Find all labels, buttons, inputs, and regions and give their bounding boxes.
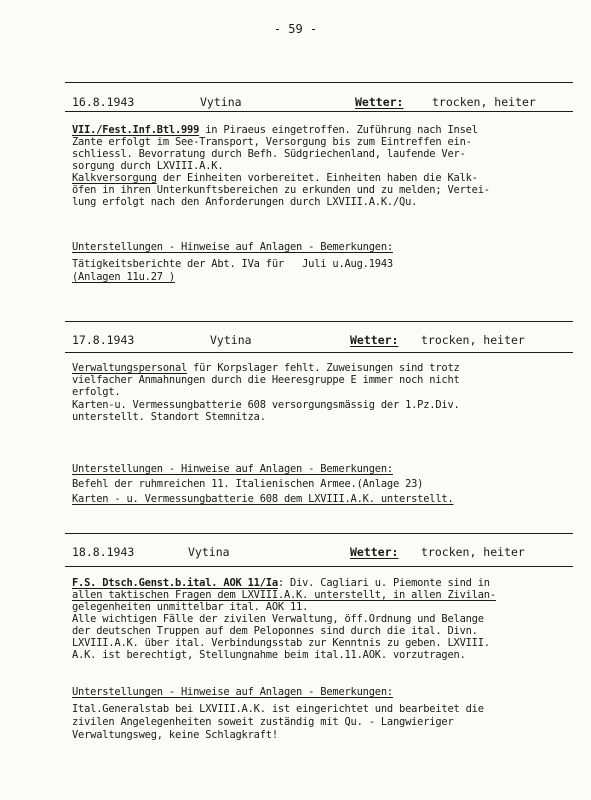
notes-line: zivilen Angelegenheiten soweit zuständig mit Qu. - Langwieriger — [72, 716, 454, 728]
rule-header — [65, 352, 573, 353]
rule-top — [65, 533, 573, 534]
weather-value: trocken, heiter — [421, 333, 525, 347]
weather-label: Wetter: — [350, 545, 399, 559]
entry-text-line: F.S. Dtsch.Genst.b.ital. AOK 11/Ia: Div. Cagliari u. Piemonte sind in — [72, 577, 490, 589]
notes-line: Tätigkeitsberichte der Abt. IVa für Juli u.Aug.1943 — [72, 258, 393, 270]
rule-header — [65, 566, 573, 567]
rule-top — [65, 82, 573, 83]
entry-text-line: Zante erfolgt im See-Transport, Versorgung bis zum Eintreffen ein- — [72, 136, 472, 148]
entry-text-line: allen taktischen Fragen dem LXVIII.A.K. unterstellt, in allen Zivilan- — [72, 589, 496, 601]
notes-header: Unterstellungen - Hinweise auf Anlagen - Bemerkungen: — [72, 463, 393, 475]
entry-text-line: erfolgt. — [72, 386, 121, 398]
entry-text-line: vielfacher Anmahnungen durch die Heeresgruppe E immer noch nicht — [72, 374, 460, 386]
entry-place: Vytina — [188, 545, 230, 559]
entry-text-line: Alle wichtigen Fälle der zivilen Verwaltung, öff.Ordnung und Belange — [72, 613, 484, 625]
weather-label: Wetter: — [355, 95, 404, 109]
notes-line: Verwaltungsweg, keine Schlagkraft! — [72, 729, 278, 741]
notes-line: (Anlagen 11u.27 ) — [72, 271, 175, 283]
entry-text-line: der deutschen Truppen auf dem Peloponnes sind durch die ital. Divn. — [72, 625, 478, 637]
entry-text-line: Verwaltungspersonal für Korpslager fehlt. Zuweisungen sind trotz — [72, 362, 460, 374]
notes-line: Karten - u. Vermessungbatterie 608 dem LXVIII.A.K. unterstellt. — [72, 493, 454, 505]
entry-text-line: VII./Fest.Inf.Btl.999 in Piraeus eingetroffen. Zuführung nach Insel — [72, 124, 478, 136]
notes-line: Befehl der ruhmreichen 11. Italienischen Armee.(Anlage 23) — [72, 478, 424, 490]
entry-place: Vytina — [210, 333, 252, 347]
entry-text-line: sorgung durch LXVIII.A.K. — [72, 160, 224, 172]
entry-place: Vytina — [200, 95, 242, 109]
notes-header: Unterstellungen - Hinweise auf Anlagen - Bemerkungen: — [72, 241, 393, 253]
notes-header: Unterstellungen - Hinweise auf Anlagen - Bemerkungen: — [72, 686, 393, 698]
entry-date: 16.8.1943 — [72, 95, 135, 109]
entry-text-line: A.K. ist berechtigt, Stellungnahme beim ital.11.AOK. vorzutragen. — [72, 649, 466, 661]
entry-text-line: schliessl. Bevorratung durch Befh. Südgriechenland, laufende Ver- — [72, 148, 466, 160]
entry-text-line: gelegenheiten unmittelbar ital. AOK 11. — [72, 601, 309, 613]
entry-text-line: Karten-u. Vermessungbatterie 608 versorgungsmässig der 1.Pz.Div. — [72, 399, 460, 411]
entry-text-line: öfen in ihren Unterkunftsbereichen zu erkunden und zu melden; Vertei- — [72, 184, 490, 196]
weather-label: Wetter: — [350, 333, 399, 347]
entry-text-line: unterstellt. Standort Stemnitza. — [72, 411, 266, 423]
entry-text-line: LXVIII.A.K. über ital. Verbindungsstab zur Kenntnis zu geben. LXVIII. — [72, 637, 490, 649]
rule-header — [65, 111, 573, 112]
entry-text-line: Kalkversorgung der Einheiten vorbereitet. Einheiten haben die Kalk- — [72, 172, 478, 184]
entry-date: 17.8.1943 — [72, 333, 135, 347]
rule-top — [65, 321, 573, 322]
entry-text-line: lung erfolgt nach den Anforderungen durch LXVIII.A.K./Qu. — [72, 196, 418, 208]
entry-date: 18.8.1943 — [72, 545, 135, 559]
weather-value: trocken, heiter — [421, 545, 525, 559]
page-number: - 59 - — [273, 22, 318, 36]
notes-line: Ital.Generalstab bei LXVIII.A.K. ist eingerichtet und bearbeitet die — [72, 703, 484, 715]
weather-value: trocken, heiter — [432, 95, 536, 109]
